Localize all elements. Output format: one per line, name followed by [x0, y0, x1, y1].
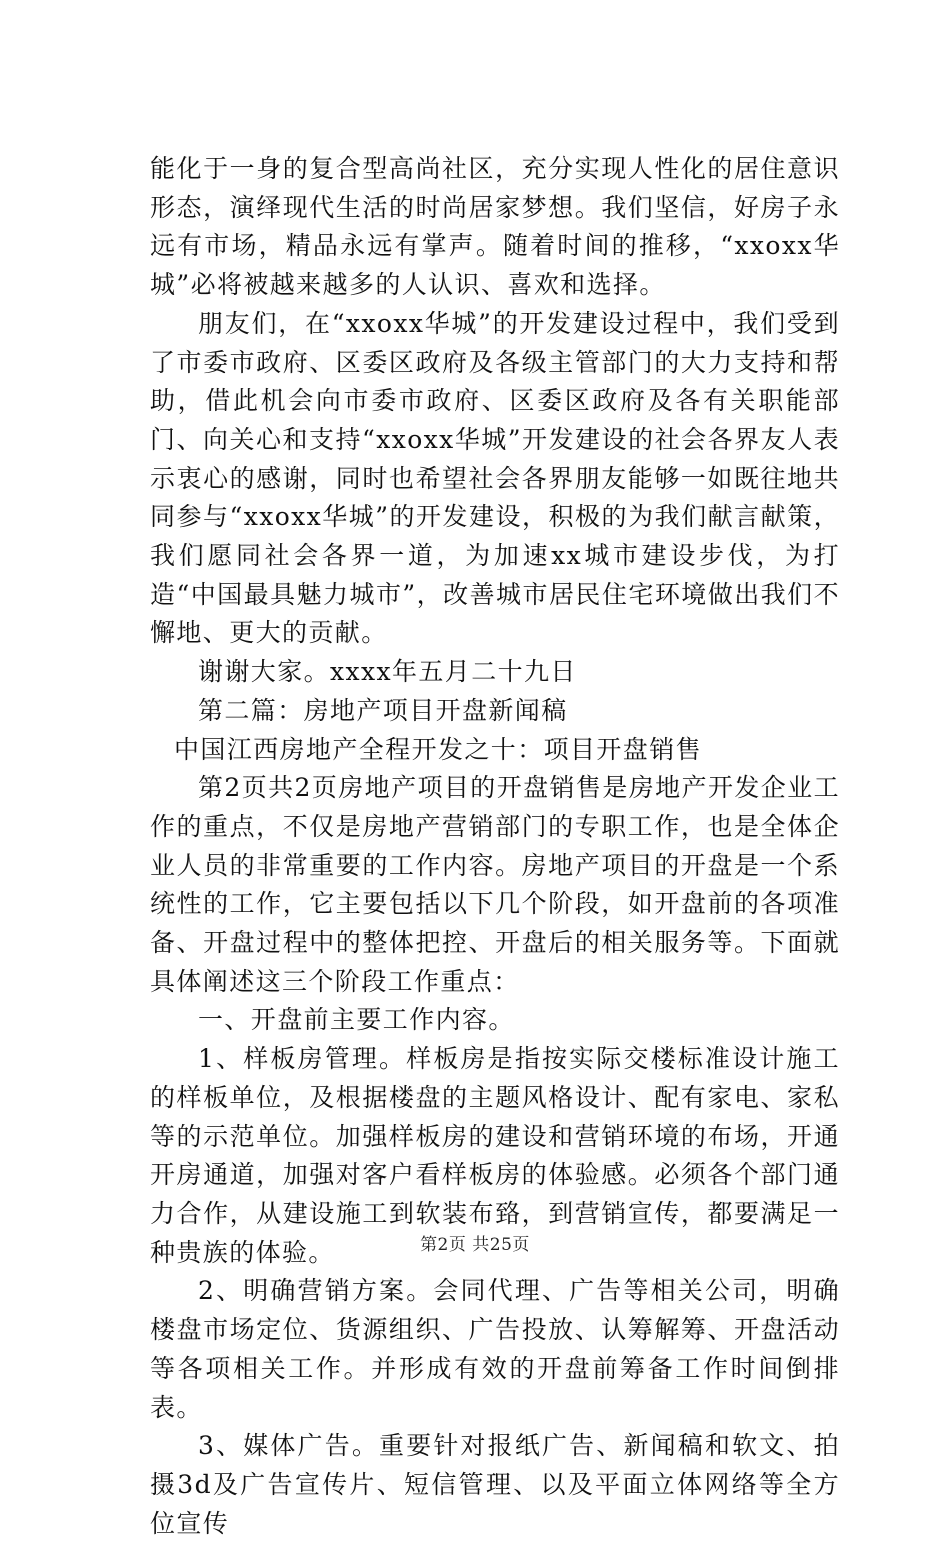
document-body	[150, 150, 840, 1543]
list-item-marketing-plan: 2、明确营销方案。会同代理、广告等相关公司，明确楼盘市场定位、货源组织、广告投放、认筹解筹、开盘活动等各项相关工作。并形成有效的开盘前筹备工作时间倒排表。	[150, 1276, 840, 1422]
article-title: 中国江西房地产全程开发之十：项目开盘销售	[174, 734, 703, 764]
subheading-pre-opening: 一、开盘前主要工作内容。	[198, 1005, 515, 1035]
paragraph-continuation: 能化于一身的复合型高尚社区，充分实现人性化的居住意识形态，演绎现代生活的时尚居家梦想。我们坚信，好房子永远有市场，精品永远有掌声。随着时间的推移，“xxoxx华城”必将被越来越多的人认识、喜欢和选择。	[150, 154, 840, 300]
paragraph-closing-date: 谢谢大家。xxxx年五月二十九日	[198, 657, 577, 687]
paragraph-thanks-friends: 朋友们，在“xxoxx华城”的开发建设过程中，我们受到了市委市政府、区委区政府及各级主管部门的大力支持和帮助，借此机会向市委市政府、区委区政府及各有关职能部门、向关心和支持“xxoxx华城”开发建设的社会各界友人表示衷心的感谢，同时也希望社会各界朋友能够一如既往地共同参与“xxoxx华城”的开发建设，积极的为我们献言献策，我们愿同社会各界一道，为加速xx城市建设步伐，为打造“中国最具魅力城市”，改善城市居民住宅环境做出我们不懈地、更大的贡献。	[150, 308, 840, 648]
list-item-showroom: 1、样板房管理。样板房是指按实际交楼标准设计施工的样板单位，及根据楼盘的主题风格设计、配有家电、家私等的示范单位。加强样板房的建设和营销环境的布场，开通开房通道，加强对客户看样板房的体验感。必须各个部门通力合作，从建设施工到软装布臵，到营销宣传，都要满足一种贵族的体验。	[150, 1044, 840, 1267]
page-footer	[0, 1230, 950, 1255]
paragraph-intro: 第2页共2页房地产项目的开盘销售是房地产开发企业工作的重点，不仅是房地产营销部门的专职工作，也是全体企业人员的非常重要的工作内容。房地产项目的开盘是一个系统性的工作，它主要包括以下几个阶段，如开盘前的各项准备、开盘过程中的整体把控、开盘后的相关服务等。下面就具体阐述这三个阶段工作重点：	[150, 773, 840, 996]
list-item-media-ads: 3、媒体广告。重要针对报纸广告、新闻稿和软文、拍摄3d及广告宣传片、短信管理、以及平面立体网络等全方位宣传	[150, 1431, 840, 1538]
page-number-label: 第2页 共25页	[420, 1235, 530, 1255]
section-heading-part-two: 第二篇：房地产项目开盘新闻稿	[198, 695, 568, 725]
